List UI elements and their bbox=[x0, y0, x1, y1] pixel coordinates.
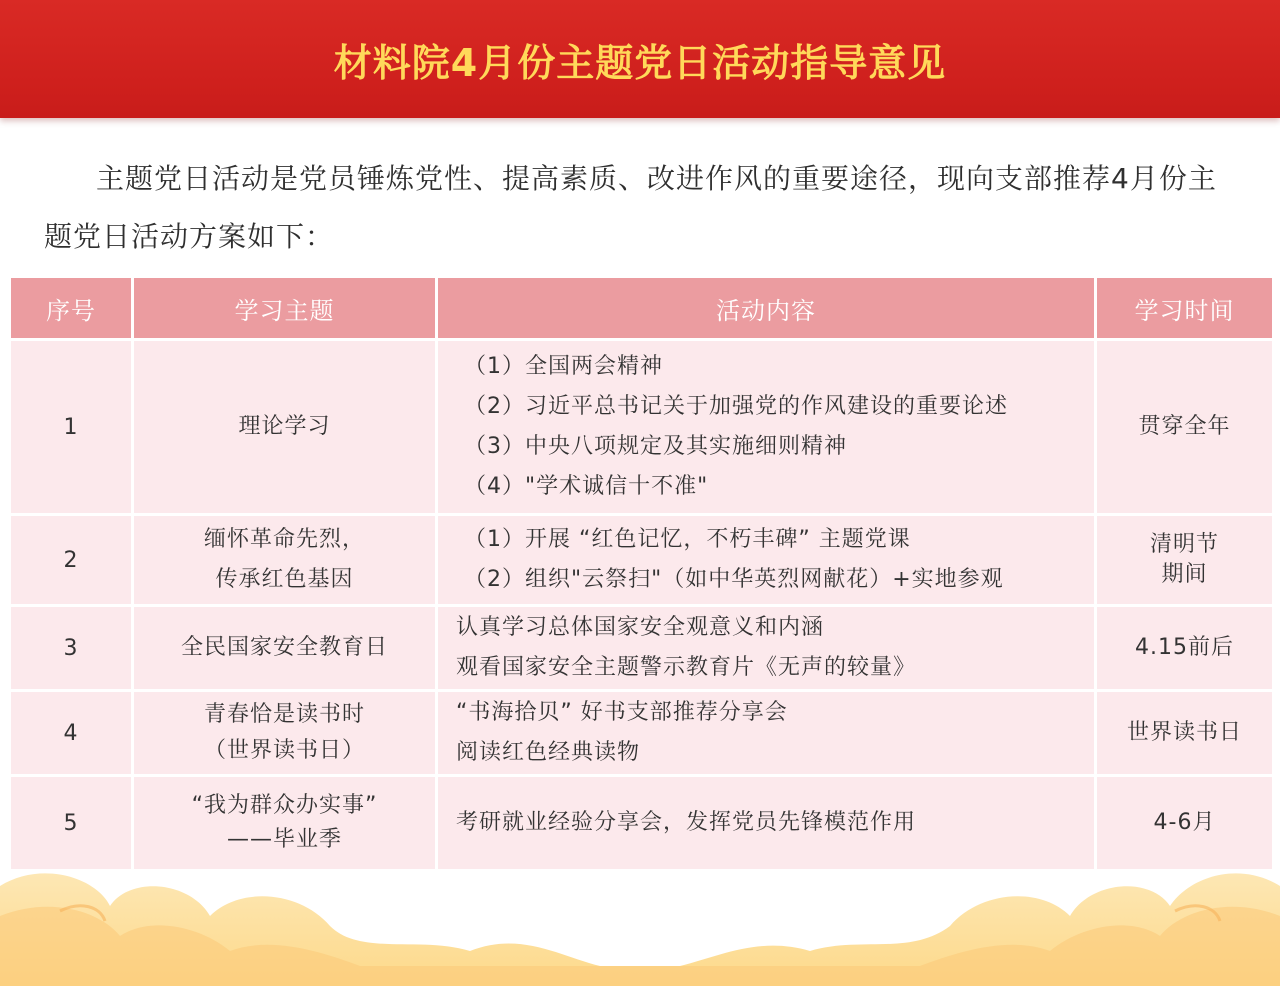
row-topic: 全民国家安全教育日 bbox=[134, 607, 435, 689]
row-content: 认真学习总体国家安全观意义和内涵 观看国家安全主题警示教育片《无声的较量》 bbox=[438, 607, 1094, 689]
row-time: 4.15前后 bbox=[1097, 607, 1272, 689]
header-topic: 学习主题 bbox=[134, 278, 435, 338]
header-time: 学习时间 bbox=[1097, 278, 1272, 338]
table-row bbox=[11, 341, 1272, 513]
intro-paragraph: 主题党日活动是党员锤炼党性、提高素质、改进作风的重要途径，现向支部推荐4月份主题党日活动方案如下： bbox=[44, 162, 1217, 253]
row-index: 2 bbox=[11, 516, 131, 604]
header-content: 活动内容 bbox=[438, 278, 1094, 338]
row-topic: “我为群众办实事” ——毕业季 bbox=[134, 777, 435, 869]
activity-table bbox=[8, 275, 1272, 872]
row-content: 考研就业经验分享会，发挥党员先锋模范作用 bbox=[438, 777, 1094, 869]
row-time: 清明节 期间 bbox=[1097, 516, 1272, 604]
row-content: （1）开展 “红色记忆，不朽丰碑” 主题党课 （2）组织"云祭扫"（如中华英烈网献花）+实地参观 bbox=[438, 516, 1094, 604]
page-title: 材料院4月份主题党日活动指导意见 bbox=[333, 41, 947, 85]
row-topic: 理论学习 bbox=[134, 341, 435, 513]
row-time: 世界读书日 bbox=[1097, 692, 1272, 774]
row-time: 贯穿全年 bbox=[1097, 341, 1272, 513]
cloud-decoration bbox=[0, 856, 1280, 986]
table-header-row bbox=[11, 278, 1272, 338]
table-row bbox=[11, 692, 1272, 774]
row-index: 5 bbox=[11, 777, 131, 869]
table-row bbox=[11, 607, 1272, 689]
row-index: 1 bbox=[11, 341, 131, 513]
header-index: 序号 bbox=[11, 278, 131, 338]
row-index: 3 bbox=[11, 607, 131, 689]
row-content: “书海拾贝” 好书支部推荐分享会 阅读红色经典读物 bbox=[438, 692, 1094, 774]
table-row bbox=[11, 516, 1272, 604]
row-index: 4 bbox=[11, 692, 131, 774]
row-time: 4-6月 bbox=[1097, 777, 1272, 869]
row-topic: 缅怀革命先烈， 传承红色基因 bbox=[134, 516, 435, 604]
row-content: （1）全国两会精神 （2）习近平总书记关于加强党的作风建设的重要论述 （3）中央八项规定及其实施细则精神 （4）"学术诚信十不准" bbox=[438, 341, 1094, 513]
row-topic: 青春恰是读书时 （世界读书日） bbox=[134, 692, 435, 774]
title-banner bbox=[0, 0, 1280, 118]
